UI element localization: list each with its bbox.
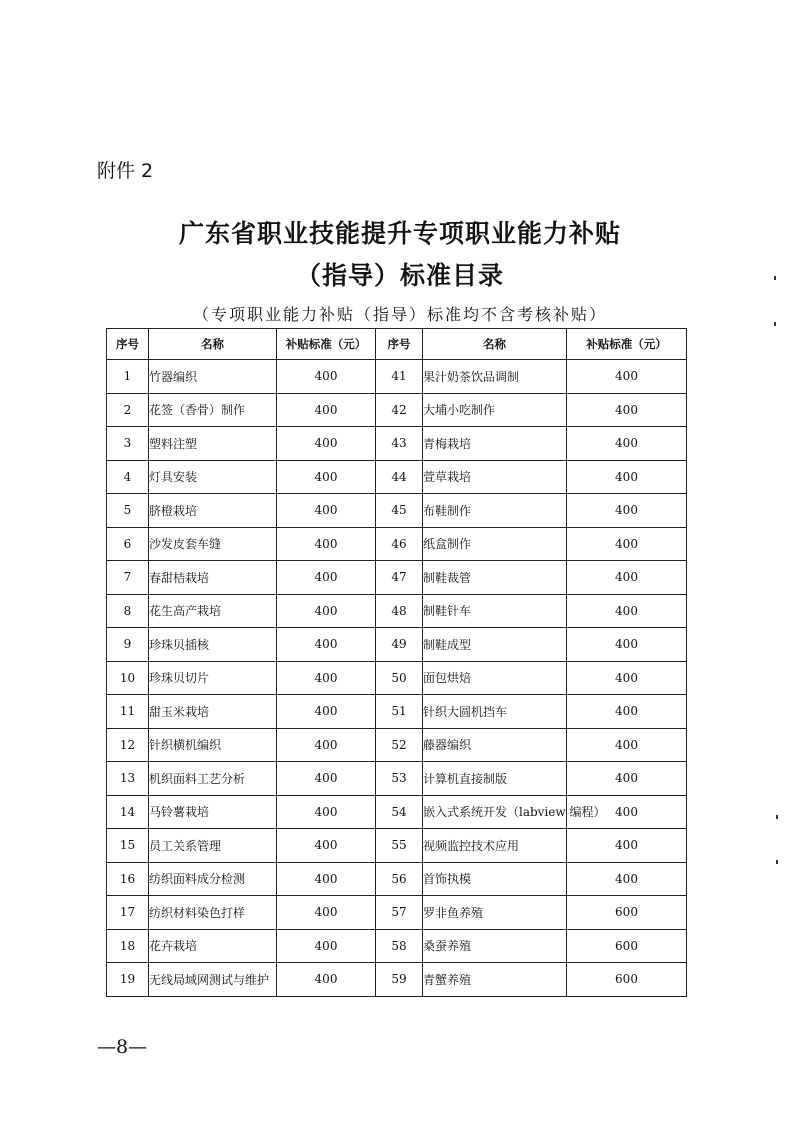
row-name-right: 首饰执模 [423, 862, 567, 896]
row-amount-left: 400 [277, 896, 376, 930]
row-name-left: 甜玉米栽培 [149, 695, 277, 729]
row-amount-left: 400 [277, 594, 376, 628]
row-name-right: 藤器编织 [423, 728, 567, 762]
row-no-left: 2 [107, 393, 149, 427]
row-name-right: 纸盒制作 [423, 527, 567, 561]
row-name-left: 无线局域网测试与维护 [149, 963, 277, 997]
row-no-left: 13 [107, 762, 149, 796]
row-amount-right: 400 [567, 728, 687, 762]
row-amount-right: 400 [567, 561, 687, 595]
row-no-right: 45 [376, 494, 423, 528]
row-name-left: 花生高产栽培 [149, 594, 277, 628]
row-name-right: 针织大圆机挡车 [423, 695, 567, 729]
row-no-right: 52 [376, 728, 423, 762]
row-no-left: 9 [107, 628, 149, 662]
row-name-right: 面包烘焙 [423, 661, 567, 695]
row-name-left: 花卉栽培 [149, 929, 277, 963]
row-no-right: 59 [376, 963, 423, 997]
row-no-right: 57 [376, 896, 423, 930]
row-no-right: 47 [376, 561, 423, 595]
row-name-left: 纺织材料染色打样 [149, 896, 277, 930]
row-amount-left: 400 [277, 427, 376, 461]
row-amount-left: 400 [277, 527, 376, 561]
table-row [107, 829, 687, 863]
row-no-right: 41 [376, 360, 423, 394]
row-no-left: 10 [107, 661, 149, 695]
row-amount-right: 400 [567, 594, 687, 628]
table-row [107, 896, 687, 930]
row-amount-right: 400 [567, 360, 687, 394]
row-amount-right: 400 [567, 862, 687, 896]
row-no-left: 15 [107, 829, 149, 863]
row-no-left: 11 [107, 695, 149, 729]
row-amount-right: 400 [567, 795, 687, 829]
table-row [107, 393, 687, 427]
row-name-left: 针织横机编织 [149, 728, 277, 762]
row-amount-right: 600 [567, 929, 687, 963]
table-header-row [107, 329, 687, 360]
row-name-left: 竹器编织 [149, 360, 277, 394]
table-row [107, 929, 687, 963]
row-amount-right: 400 [567, 460, 687, 494]
row-no-left: 4 [107, 460, 149, 494]
row-name-right: 萱草栽培 [423, 460, 567, 494]
row-amount-left: 400 [277, 494, 376, 528]
attachment-label: 附件 2 [97, 160, 154, 182]
table-row [107, 661, 687, 695]
row-name-right: 制鞋针车 [423, 594, 567, 628]
row-amount-left: 400 [277, 695, 376, 729]
row-name-left: 员工关系管理 [149, 829, 277, 863]
row-amount-right: 400 [567, 427, 687, 461]
row-amount-right: 400 [567, 527, 687, 561]
row-name-right: 罗非鱼养殖 [423, 896, 567, 930]
table-row [107, 427, 687, 461]
row-no-left: 6 [107, 527, 149, 561]
row-name-left: 机织面料工艺分析 [149, 762, 277, 796]
row-name-right: 制鞋成型 [423, 628, 567, 662]
row-no-right: 56 [376, 862, 423, 896]
table-row [107, 862, 687, 896]
row-name-left: 珍珠贝切片 [149, 661, 277, 695]
row-amount-right: 400 [567, 628, 687, 662]
row-no-right: 51 [376, 695, 423, 729]
table-note: （专项职业能力补贴（指导）标准均不含考核补贴） [192, 305, 607, 324]
row-no-right: 46 [376, 527, 423, 561]
header-no-left: 序号 [107, 329, 149, 360]
row-no-left: 12 [107, 728, 149, 762]
row-name-left: 花签（香骨）制作 [149, 393, 277, 427]
row-no-left: 18 [107, 929, 149, 963]
row-no-right: 43 [376, 427, 423, 461]
table-row [107, 594, 687, 628]
row-no-right: 49 [376, 628, 423, 662]
row-amount-left: 400 [277, 829, 376, 863]
row-name-left: 脐橙栽培 [149, 494, 277, 528]
document-title-line2: （指导）标准目录 [295, 261, 504, 290]
table-row [107, 527, 687, 561]
row-name-right: 嵌入式系统开发（labview 编程） [423, 795, 567, 829]
row-amount-right: 400 [567, 661, 687, 695]
scan-mark [776, 860, 778, 864]
row-amount-left: 400 [277, 929, 376, 963]
row-no-right: 53 [376, 762, 423, 796]
row-amount-left: 400 [277, 795, 376, 829]
table-row [107, 795, 687, 829]
row-amount-right: 400 [567, 695, 687, 729]
row-no-left: 5 [107, 494, 149, 528]
row-name-left: 春甜桔栽培 [149, 561, 277, 595]
page-number: —8— [97, 1036, 148, 1058]
row-amount-right: 400 [567, 762, 687, 796]
row-amount-left: 400 [277, 360, 376, 394]
table-row [107, 494, 687, 528]
row-amount-left: 400 [277, 561, 376, 595]
row-no-right: 44 [376, 460, 423, 494]
header-name-right: 名称 [423, 329, 567, 360]
table-row [107, 963, 687, 997]
row-amount-left: 400 [277, 963, 376, 997]
row-name-left: 沙发皮套车缝 [149, 527, 277, 561]
row-name-right: 制鞋裁管 [423, 561, 567, 595]
row-amount-left: 400 [277, 762, 376, 796]
row-name-left: 马铃薯栽培 [149, 795, 277, 829]
row-name-right: 大埔小吃制作 [423, 393, 567, 427]
scan-mark [774, 276, 776, 280]
row-amount-right: 400 [567, 393, 687, 427]
table-row [107, 460, 687, 494]
row-amount-right: 400 [567, 829, 687, 863]
table-row [107, 360, 687, 394]
row-amount-right: 600 [567, 963, 687, 997]
row-no-right: 55 [376, 829, 423, 863]
row-no-right: 58 [376, 929, 423, 963]
scan-mark [776, 815, 778, 819]
row-amount-left: 400 [277, 728, 376, 762]
row-amount-right: 400 [567, 494, 687, 528]
row-no-right: 42 [376, 393, 423, 427]
header-name-left: 名称 [149, 329, 277, 360]
header-no-right: 序号 [376, 329, 423, 360]
row-name-right: 计算机直接制版 [423, 762, 567, 796]
row-name-right: 布鞋制作 [423, 494, 567, 528]
table-row [107, 561, 687, 595]
row-no-left: 14 [107, 795, 149, 829]
row-name-left: 塑料注塑 [149, 427, 277, 461]
header-amount-right: 补贴标准（元） [567, 329, 687, 360]
row-no-right: 54 [376, 795, 423, 829]
row-amount-left: 400 [277, 661, 376, 695]
row-no-left: 3 [107, 427, 149, 461]
row-name-left: 灯具安装 [149, 460, 277, 494]
subsidy-table [106, 328, 687, 997]
table-row [107, 762, 687, 796]
row-no-left: 1 [107, 360, 149, 394]
row-name-left: 纺织面料成分检测 [149, 862, 277, 896]
row-amount-left: 400 [277, 393, 376, 427]
row-no-left: 16 [107, 862, 149, 896]
document-title: 广东省职业技能提升专项职业能力补贴 [178, 219, 621, 248]
row-name-right: 视频监控技术应用 [423, 829, 567, 863]
row-amount-right: 600 [567, 896, 687, 930]
row-no-left: 17 [107, 896, 149, 930]
row-amount-left: 400 [277, 460, 376, 494]
table-row [107, 728, 687, 762]
row-no-right: 48 [376, 594, 423, 628]
row-name-right: 青蟹养殖 [423, 963, 567, 997]
table-row [107, 628, 687, 662]
row-no-left: 8 [107, 594, 149, 628]
row-name-left: 珍珠贝插核 [149, 628, 277, 662]
scan-mark [774, 322, 776, 326]
row-name-right: 果汁奶茶饮品调制 [423, 360, 567, 394]
row-no-left: 7 [107, 561, 149, 595]
row-name-right: 青梅栽培 [423, 427, 567, 461]
table-row [107, 695, 687, 729]
row-no-left: 19 [107, 963, 149, 997]
header-amount-left: 补贴标准（元） [277, 329, 376, 360]
row-amount-left: 400 [277, 862, 376, 896]
row-no-right: 50 [376, 661, 423, 695]
row-amount-left: 400 [277, 628, 376, 662]
row-name-right: 桑蚕养殖 [423, 929, 567, 963]
